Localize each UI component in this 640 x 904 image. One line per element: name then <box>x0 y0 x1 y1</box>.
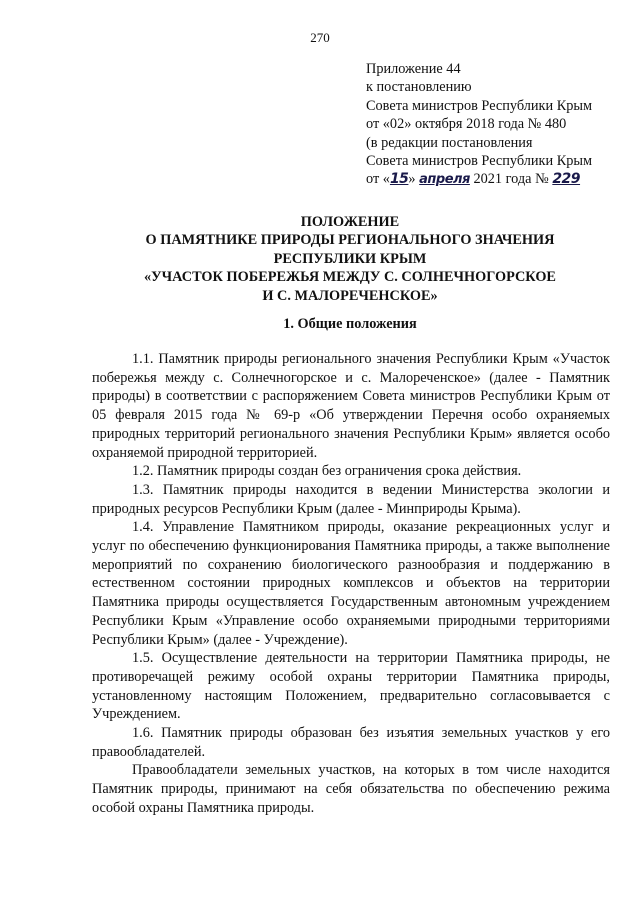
paragraph: 1.1. Памятник природы регионального значения Республики Крым «Участок побережья между с. Солнечногорское и с. Малореченское» (далее - Памятник природы) в соответствии с распоряжением Совета министров Республики Крым от 05 февраля 2015 года № 69-р «Об утверждении Перечня особо охраняемых природных территорий регионального значения Республики Крым» является особо охраняемой природной территорией. <box>92 351 610 461</box>
paragraph: 1.2. Памятник природы создан без ограничения срока действия. <box>132 463 522 480</box>
appendix-date-line <box>366 170 631 189</box>
appendix-line: от «02» октября 2018 года № 480 <box>366 116 567 133</box>
document-title <box>100 213 600 305</box>
handwritten-day: 15 <box>389 171 409 188</box>
page-number: 270 <box>310 30 330 45</box>
title-line: РЕСПУБЛИКИ КРЫМ <box>273 250 427 267</box>
date-year: 2021 года № <box>473 171 549 188</box>
date-separator: » <box>408 171 416 188</box>
paragraph: 1.3. Памятник природы находится в ведении Министерства экологии и природных ресурсов Республики Крым (далее - Минприроды Крыма). <box>92 481 610 517</box>
appendix-line: Приложение 44 <box>366 61 461 77</box>
body-text <box>92 350 610 818</box>
title-line: О ПАМЯТНИКЕ ПРИРОДЫ РЕГИОНАЛЬНОГО ЗНАЧЕНИЯ <box>145 232 555 249</box>
paragraph: 1.6. Памятник природы образован без изъятия земельных участков у его правообладателей. <box>92 725 610 760</box>
appendix-line: Совета министров Республики Крым <box>366 153 593 170</box>
paragraph: 1.4. Управление Памятником природы, оказание рекреационных услуг и услуг по обеспечению функционирования Памятника природы, а также выполнение мероприятий по сохранению биологического разнообразия и поддержанию в естественном состоянии природных комплексов и объектов на территории Памятника природы осуществляется Государственным автономным учреждением Республики Крым «Управление особо охраняемыми природными территориями Республики Крым» (далее - Учреждение). <box>92 519 610 648</box>
title-line: И С. МАЛОРЕЧЕНСКОЕ» <box>262 287 438 304</box>
date-prefix: от « <box>366 171 390 188</box>
appendix-line: (в редакции постановления <box>366 134 533 151</box>
title-line: «УЧАСТОК ПОБЕРЕЖЬЯ МЕЖДУ С. СОЛНЕЧНОГОРСКОЕ <box>144 269 556 286</box>
title-line: ПОЛОЖЕНИЕ <box>300 214 400 230</box>
paragraph: Правообладатели земельных участков, на которых в том числе находится Памятник природы, принимают на себя обязательства по обеспечению режима особой охраны Памятника природы. <box>92 762 610 816</box>
appendix-line: к постановлению <box>366 79 472 96</box>
appendix-header <box>366 60 631 190</box>
handwritten-month: апреля <box>419 172 470 188</box>
handwritten-number: 229 <box>552 171 581 188</box>
paragraph: 1.5. Осуществление деятельности на территории Памятника природы, не противоречащей режиму особой охраны территории Памятника природы, установленному настоящим Положением, предварительно согласовывается с Учреждением. <box>92 650 610 723</box>
section-title: 1. Общие положения <box>283 316 417 332</box>
appendix-line: Совета министров Республики Крым <box>366 97 593 114</box>
